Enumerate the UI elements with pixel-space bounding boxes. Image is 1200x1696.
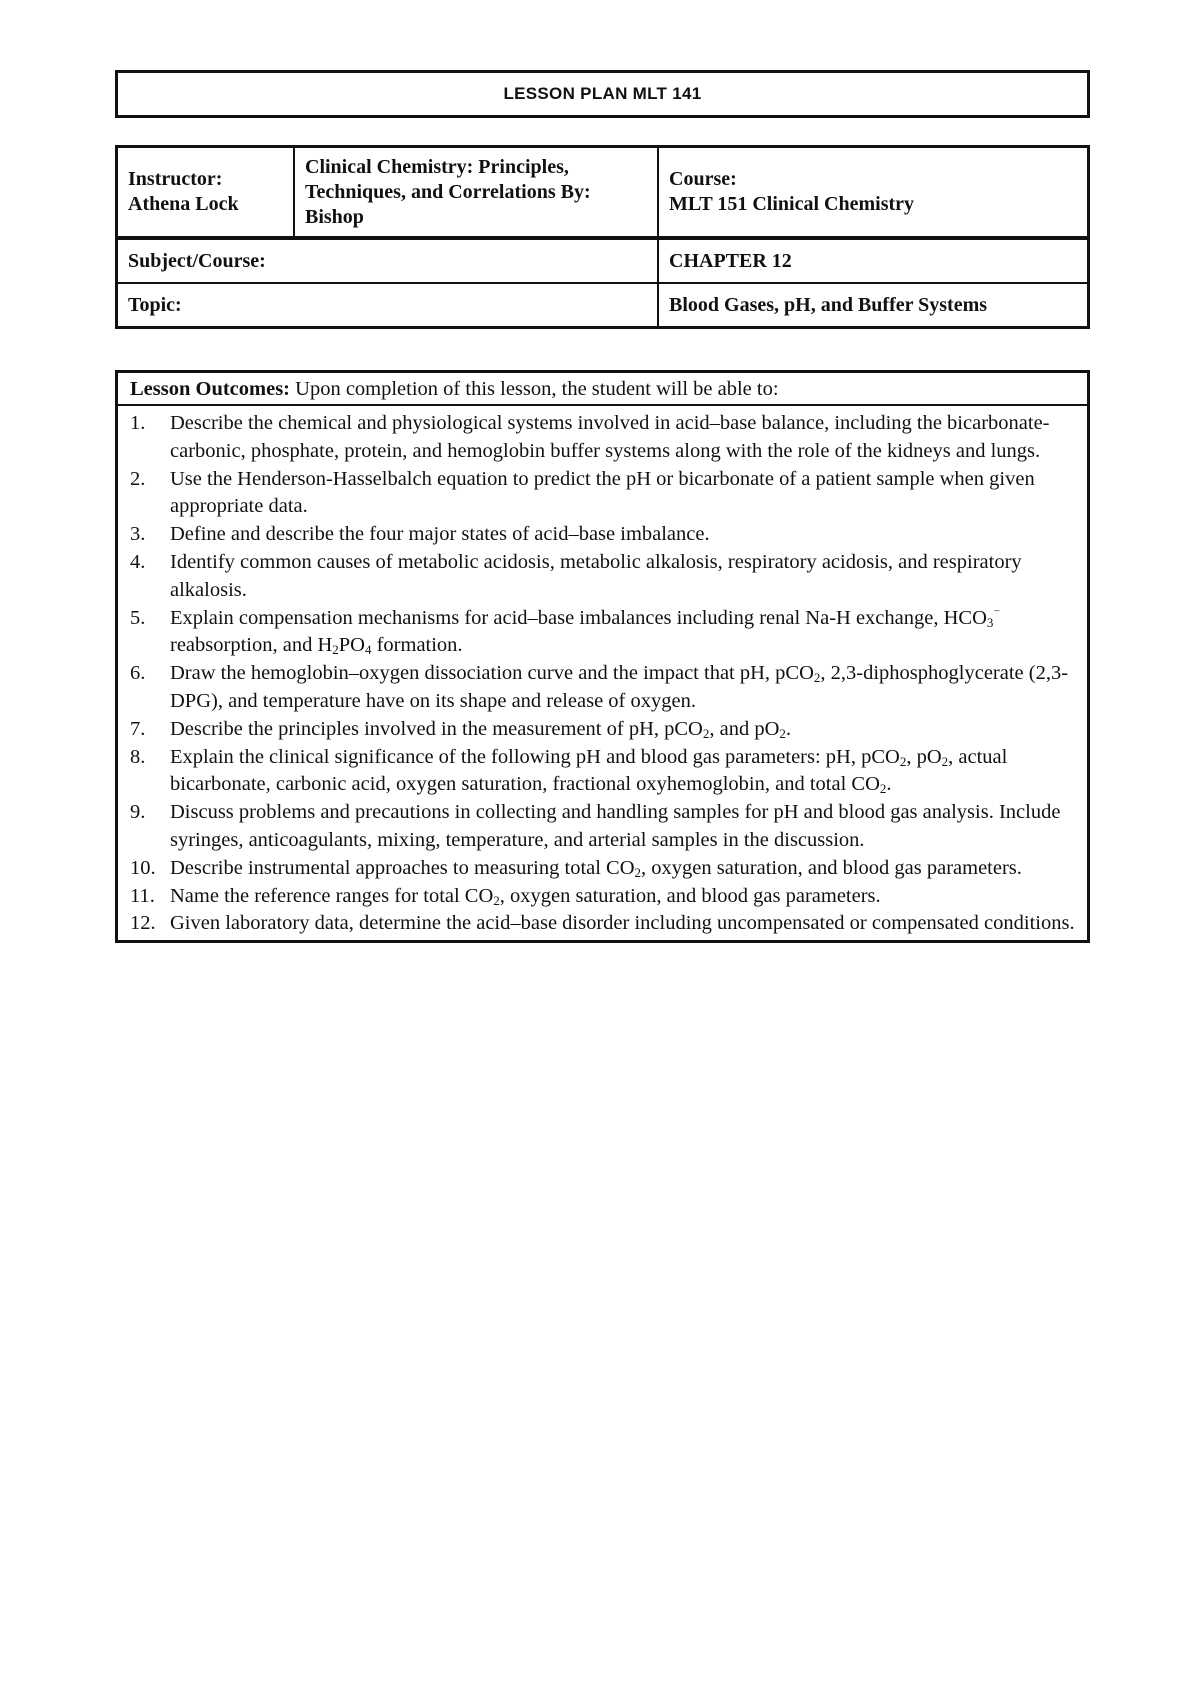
outcome-item bbox=[130, 799, 1075, 855]
outcome-text: Describe the principles involved in the measurement of pH, pCO$_2$, and $pO_2$. bbox=[170, 717, 792, 741]
outcomes-heading-text: Upon completion of this lesson, the student will be able to: bbox=[290, 378, 779, 400]
subject-label: Subject/Course: bbox=[117, 238, 659, 283]
instructor-cell bbox=[117, 147, 295, 239]
outcome-number: 8. bbox=[130, 745, 146, 768]
outcome-text: Describe the chemical and physiological systems involved in acid–base balance, including the bicarbonate-carbonic, phosphate, protein, and hemoglobin buffer systems along with the role of the kidneys and lungs. bbox=[170, 412, 1050, 462]
outcome-item bbox=[130, 410, 1075, 466]
topic-value: Blood Gases, pH, and Buffer Systems bbox=[658, 283, 1089, 328]
outcome-text: Identify common causes of metabolic acidosis, metabolic alkalosis, respiratory acidosis, and respiratory alkalosis. bbox=[170, 550, 1022, 601]
topic-label: Topic: bbox=[117, 283, 659, 328]
outcome-text: Given laboratory data, determine the acid–base disorder including uncompensated or compensated conditions. bbox=[170, 912, 1075, 935]
textbook-cell bbox=[294, 147, 658, 239]
course-value: MLT 151 Clinical Chemistry bbox=[669, 193, 915, 215]
course-info-row bbox=[117, 147, 1089, 239]
subject-row bbox=[117, 238, 1089, 283]
lesson-plan-title-box bbox=[115, 70, 1090, 118]
outcome-item bbox=[130, 521, 1075, 549]
course-cell bbox=[658, 147, 1089, 239]
outcome-item bbox=[130, 910, 1075, 938]
outcome-item bbox=[130, 883, 1075, 911]
textbook-line: Techniques, and Correlations By: bbox=[305, 180, 591, 203]
textbook-line: Bishop bbox=[305, 205, 364, 228]
outcome-number: 5. bbox=[130, 606, 146, 629]
outcome-number: 2. bbox=[130, 467, 146, 490]
outcome-item bbox=[130, 716, 1075, 744]
instructor-label: Instructor: bbox=[128, 168, 223, 190]
lesson-outcomes-box bbox=[115, 370, 1090, 943]
outcome-item bbox=[130, 744, 1075, 800]
topic-row bbox=[117, 283, 1089, 328]
outcome-text: Explain the clinical significance of the following pH and blood gas parameters: pH, pCO$_2$, $pO_2$, actual bicarbonate, carbonic acid, oxygen saturation, fractional oxyhemoglobin, and total $CO_2$. bbox=[170, 745, 1008, 797]
outcome-item bbox=[130, 660, 1075, 716]
outcome-number: 6. bbox=[130, 662, 146, 685]
lesson-outcomes-heading bbox=[118, 373, 1087, 406]
course-info-table bbox=[115, 145, 1090, 329]
outcomes-heading-label: Lesson Outcomes: bbox=[130, 378, 291, 400]
outcome-number: 4. bbox=[130, 550, 146, 573]
outcome-number: 10. bbox=[130, 856, 156, 879]
subject-value: CHAPTER 12 bbox=[658, 238, 1089, 283]
outcome-item bbox=[130, 605, 1075, 661]
outcome-text: Describe instrumental approaches to measuring total $CO_2$, oxygen saturation, and blood gas parameters. bbox=[170, 856, 1022, 880]
outcome-item bbox=[130, 855, 1075, 883]
outcome-text: Discuss problems and precautions in collecting and handling samples for pH and blood gas analysis. Include syringes, anticoagulants, mixing, temperature, and arterial samples in the discussion. bbox=[170, 801, 1061, 851]
outcome-number: 1. bbox=[130, 412, 146, 434]
outcome-item bbox=[130, 549, 1075, 605]
outcome-number: 12. bbox=[130, 912, 156, 935]
outcome-number: 7. bbox=[130, 717, 146, 740]
outcome-text: Use the Henderson-Hasselbalch equation to predict the pH or bicarbonate of a patient sample when given appropriate data. bbox=[170, 467, 1035, 518]
outcome-item bbox=[130, 466, 1075, 522]
outcome-text: Explain compensation mechanisms for acid–base imbalances including renal Na-H exchange, $HCO_3^{^-}$ reabsorption, and $H_2PO_4$ formation. bbox=[170, 604, 1001, 658]
textbook-line: Clinical Chemistry: Principles, bbox=[305, 155, 569, 178]
outcome-text: Name the reference ranges for total $CO_2$, oxygen saturation, and blood gas parameters. bbox=[170, 884, 881, 908]
instructor-name: Athena Lock bbox=[128, 193, 239, 215]
outcome-text: Define and describe the four major states of acid–base imbalance. bbox=[170, 523, 710, 546]
outcome-number: 3. bbox=[130, 523, 146, 546]
outcome-number: 9. bbox=[130, 801, 146, 824]
outcomes-list bbox=[118, 406, 1087, 940]
course-label: Course: bbox=[669, 168, 737, 190]
outcome-number: 11. bbox=[130, 884, 155, 907]
lesson-plan-title: LESSON PLAN MLT 141 bbox=[503, 84, 702, 103]
outcome-text: Draw the hemoglobin–oxygen dissociation curve and the impact that pH, pCO$_2$, 2,3-diphosphoglycerate (2,3-DPG), and temperature have on its shape and release of oxygen. bbox=[170, 662, 1069, 712]
